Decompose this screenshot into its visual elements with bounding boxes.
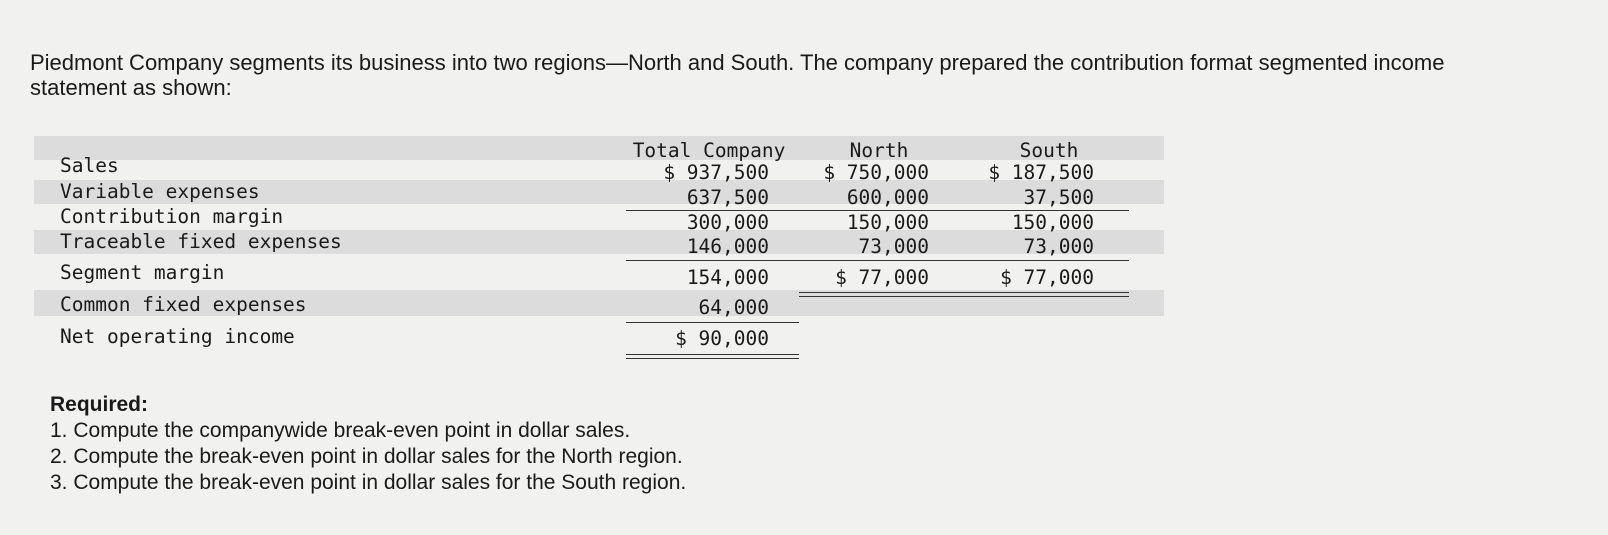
row-label-contribution-margin: Contribution margin: [60, 205, 284, 228]
common-fixed-expenses-total: 64,000: [698, 296, 769, 319]
double-underline: [626, 354, 799, 359]
sales-total: $ 937,500: [663, 161, 769, 184]
row-label-variable-expenses: Variable expenses: [60, 180, 260, 203]
row-label-common-fixed-expenses: Common fixed expenses: [60, 293, 307, 316]
problem-intro: Piedmont Company segments its business into two regions—North and South. The company prepared the contribution format segmented income statement as shown:: [30, 50, 1445, 100]
required-item-2: 2. Compute the break-even point in dollar sales for the North region.: [50, 445, 683, 468]
subtotal-rule: [799, 260, 1129, 261]
column-header-south: South: [1019, 139, 1079, 162]
variable-expenses-total: 637,500: [686, 186, 769, 209]
row-label-segment-margin: Segment margin: [60, 261, 225, 284]
contribution-margin-south: 150,000: [1011, 211, 1094, 234]
traceable-fixed-expenses-north: 73,000: [858, 235, 929, 258]
segment-margin-south: $ 77,000: [1000, 266, 1094, 289]
net-operating-income-total: $ 90,000: [675, 327, 769, 350]
variable-expenses-north: 600,000: [846, 186, 929, 209]
row-label-sales: Sales: [60, 154, 119, 177]
required-item-3: 3. Compute the break-even point in dollar sales for the South region.: [50, 471, 687, 494]
subtotal-rule: [626, 322, 799, 323]
subtotal-rule: [626, 260, 799, 261]
sales-north: $ 750,000: [823, 161, 929, 184]
double-underline: [799, 292, 1129, 297]
required-section: [50, 392, 686, 496]
sales-south: $ 187,500: [988, 161, 1094, 184]
traceable-fixed-expenses-south: 73,000: [1023, 235, 1094, 258]
traceable-fixed-expenses-total: 146,000: [686, 235, 769, 258]
row-label-net-operating-income: Net operating income: [60, 325, 295, 348]
column-header-total: Total Company: [632, 139, 786, 162]
segment-margin-north: $ 77,000: [835, 266, 929, 289]
contribution-margin-north: 150,000: [846, 211, 929, 234]
row-label-traceable-fixed-expenses: Traceable fixed expenses: [60, 230, 342, 253]
contribution-margin-total: 300,000: [686, 211, 769, 234]
required-item-1: 1. Compute the companywide break-even point in dollar sales.: [50, 419, 631, 442]
column-header-north: North: [849, 139, 909, 162]
segmented-income-statement: [34, 136, 1164, 376]
required-title: Required:: [50, 393, 149, 416]
variable-expenses-south: 37,500: [1023, 186, 1094, 209]
segment-margin-total: 154,000: [686, 266, 769, 289]
